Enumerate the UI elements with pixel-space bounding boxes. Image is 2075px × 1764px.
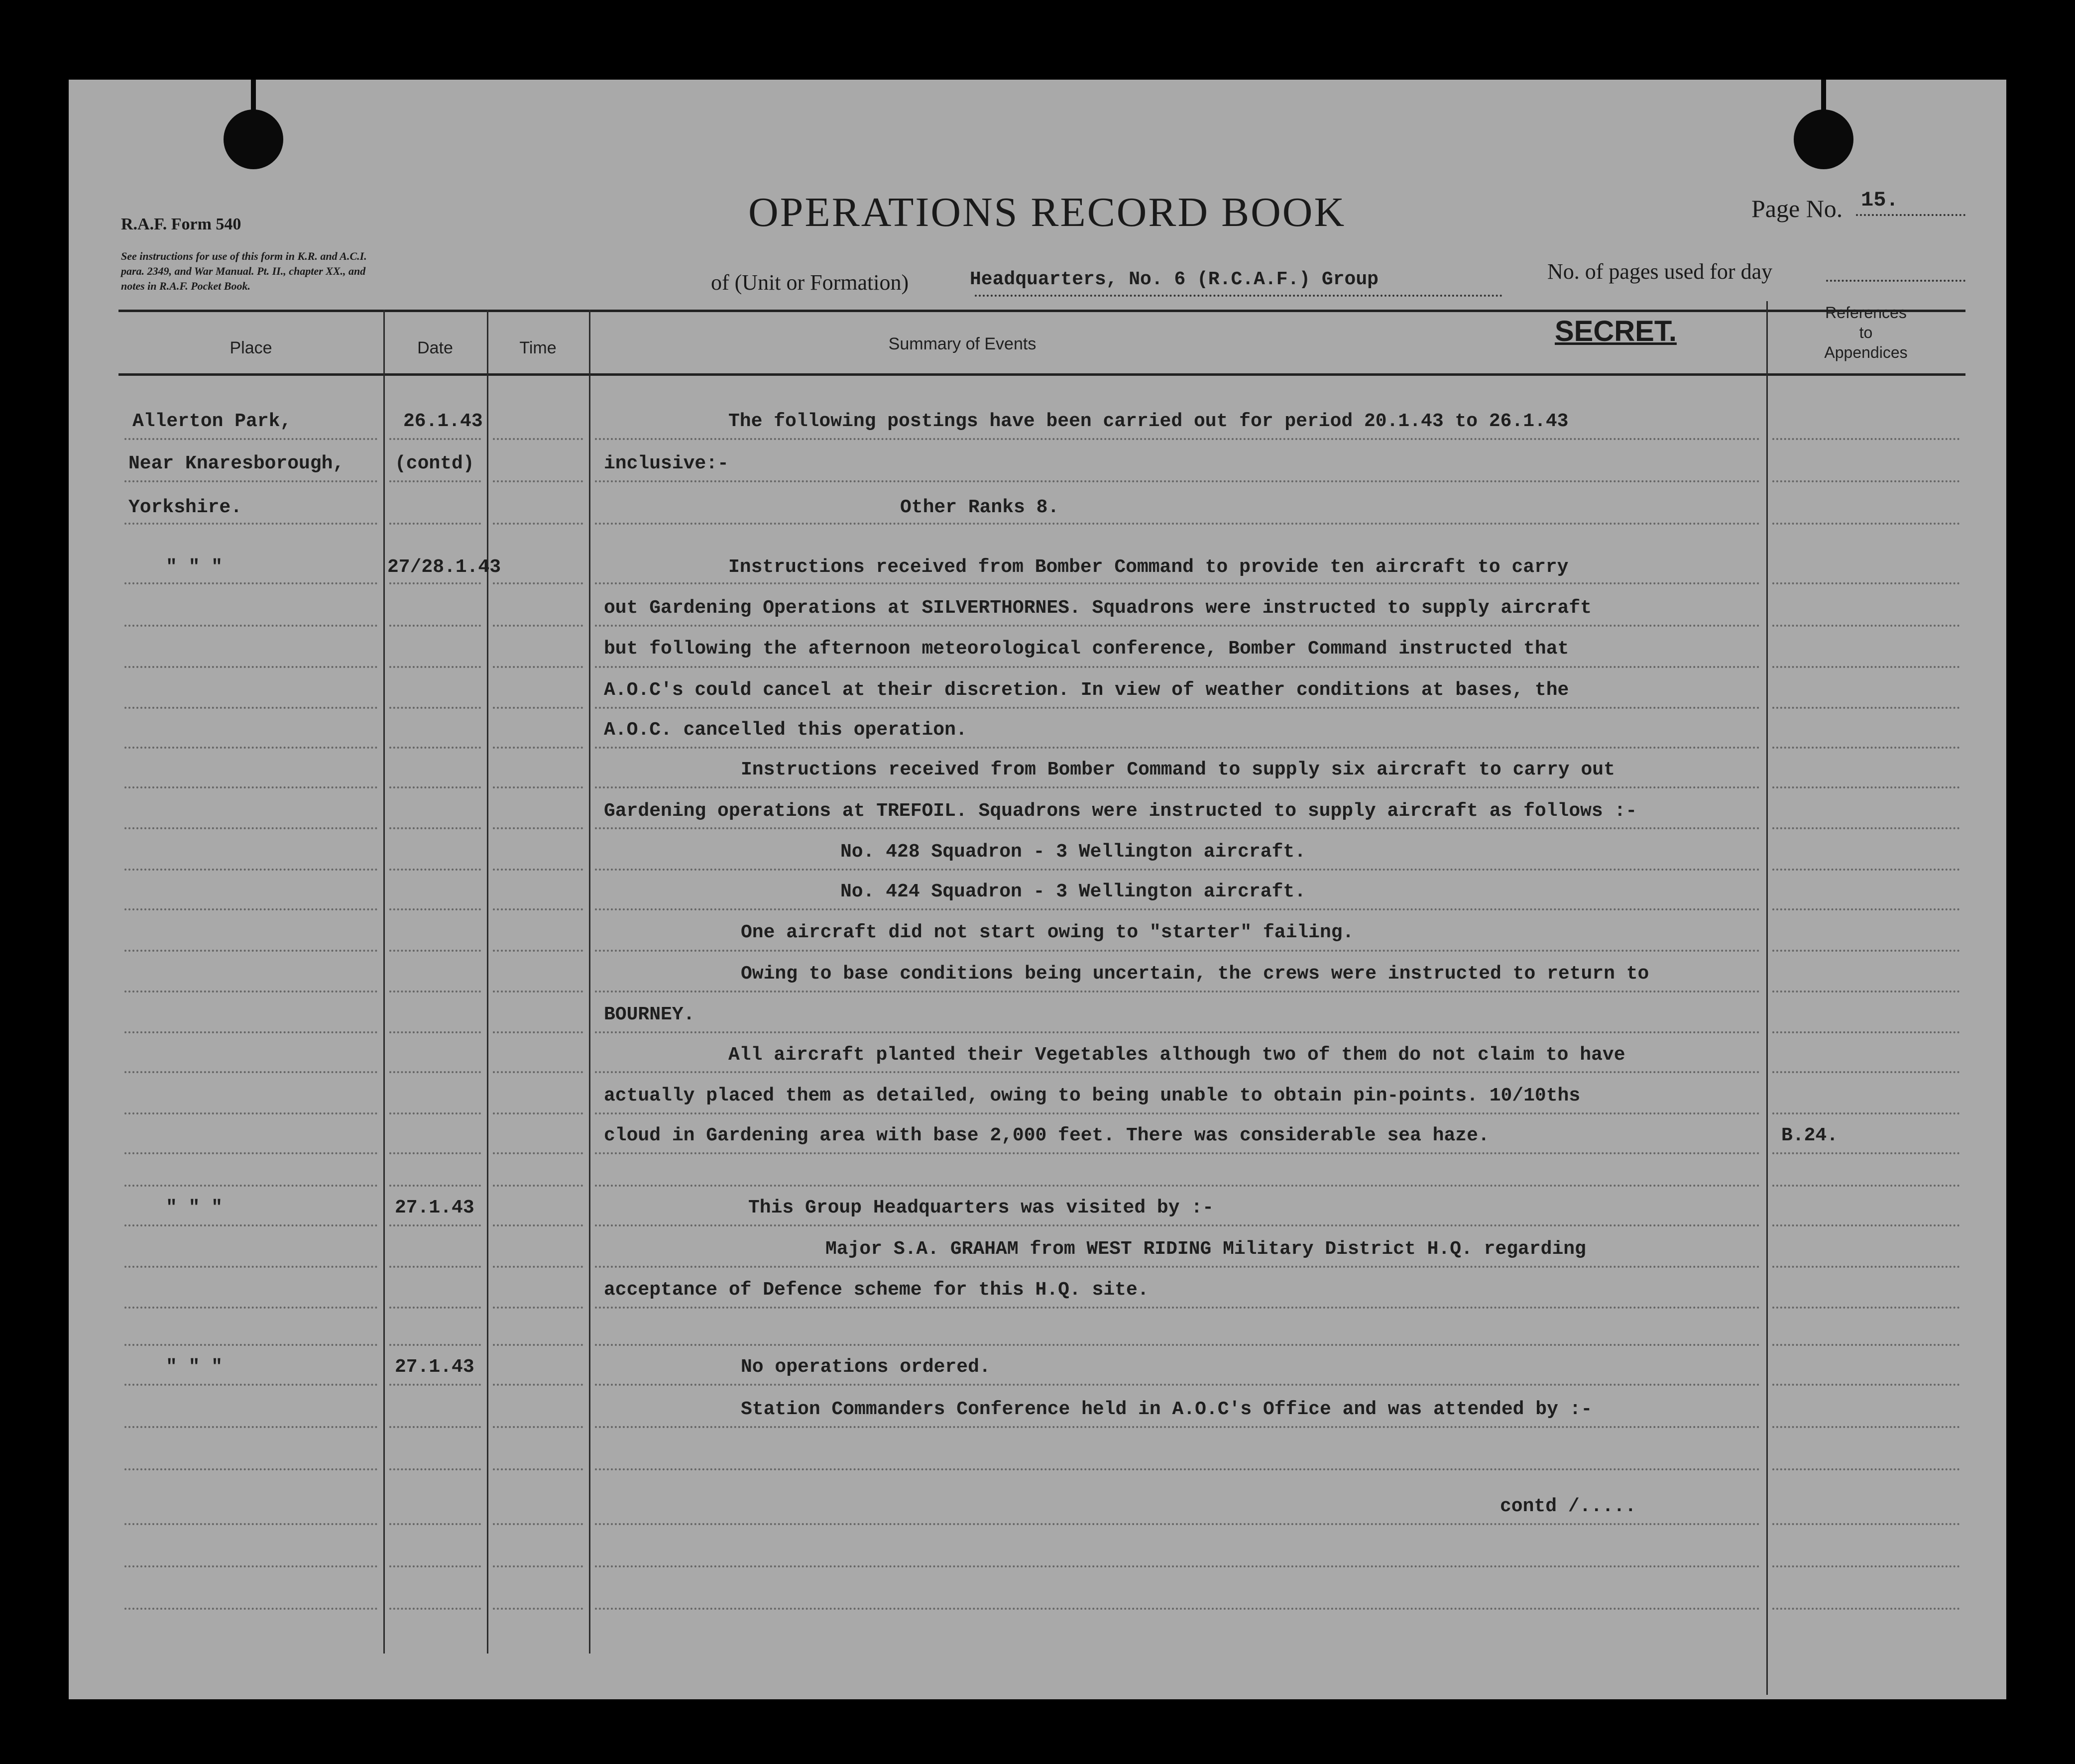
ruled-line (493, 991, 583, 992)
ruled-line (1772, 582, 1960, 584)
ruled-line (493, 950, 583, 952)
ruled-line (595, 1112, 1760, 1114)
ruled-line (1772, 991, 1960, 992)
ruled-line (1772, 1152, 1960, 1154)
column-divider (589, 310, 590, 1654)
ruled-line (389, 480, 481, 482)
record-sheet (69, 80, 2006, 1699)
ruled-line (595, 747, 1760, 749)
references-header-line: Appendices (1824, 343, 1908, 361)
ruled-line (493, 582, 583, 584)
ruled-line (389, 827, 481, 829)
ruled-line (389, 1384, 481, 1386)
form-number: R.A.F. Form 540 (121, 215, 241, 233)
ruled-line (1772, 1344, 1960, 1346)
ruled-line (1772, 666, 1960, 668)
date-cell: 27/28.1.43 (387, 556, 501, 578)
ruled-line (595, 1523, 1760, 1525)
column-header-references (1766, 303, 1965, 362)
ruled-line (124, 1071, 377, 1073)
ruled-line (493, 438, 583, 440)
ruled-line (1772, 480, 1960, 482)
ruled-line (389, 625, 481, 627)
ruled-line (493, 1112, 583, 1114)
summary-line: Station Commanders Conference held in A.O.C's Office and was attended by :- (741, 1399, 1593, 1420)
ruled-line (389, 747, 481, 749)
ruled-line (493, 1344, 583, 1346)
summary-line: Instructions received from Bomber Command to supply six aircraft to carry out (741, 759, 1615, 780)
summary-line: All aircraft planted their Vegetables although two of them do not claim to have (728, 1044, 1625, 1066)
ruled-line (389, 1608, 481, 1610)
ruled-line (595, 1152, 1760, 1154)
ruled-line (493, 707, 583, 709)
ruled-line (124, 950, 377, 952)
ruled-line (595, 582, 1760, 584)
summary-line: A.O.C's could cancel at their discretion. In view of weather conditions at bases, the (604, 679, 1569, 701)
ruled-line (389, 666, 481, 668)
ruled-line (124, 523, 377, 525)
ruled-line (389, 1307, 481, 1309)
ruled-line (493, 625, 583, 627)
ruled-line (1772, 1468, 1960, 1470)
ruled-line (1772, 827, 1960, 829)
references-header-line: References (1825, 304, 1907, 322)
ruled-line (1772, 1307, 1960, 1309)
ruled-line (389, 1523, 481, 1525)
summary-line: out Gardening Operations at SILVERTHORNES. Squadrons were instructed to supply aircraft (604, 597, 1592, 619)
ruled-line (1772, 1565, 1960, 1567)
ruled-line (124, 827, 377, 829)
column-divider (487, 310, 488, 1654)
column-header-place: Place (230, 338, 272, 357)
ruled-line (1772, 1031, 1960, 1033)
ruled-line (493, 1565, 583, 1567)
instruction-line: notes in R.A.F. Pocket Book. (121, 280, 250, 292)
ruled-line (389, 1224, 481, 1226)
ruled-line (389, 582, 481, 584)
ruled-line (389, 950, 481, 952)
place-cell: " " " (166, 1197, 223, 1218)
ruled-line (595, 991, 1760, 992)
ruled-line (124, 1266, 377, 1268)
ruled-line (389, 523, 481, 525)
ruled-line (595, 908, 1760, 910)
page-number: 15. (1861, 188, 1899, 212)
ruled-line (595, 1071, 1760, 1073)
ruled-line (389, 1185, 481, 1187)
summary-line: cloud in Gardening area with base 2,000 feet. There was considerable sea haze. (604, 1125, 1490, 1146)
ruled-line (124, 1185, 377, 1187)
summary-line: Instructions received from Bomber Command to provide ten aircraft to carry (728, 556, 1569, 578)
ruled-line (389, 707, 481, 709)
ruled-line (595, 1266, 1760, 1268)
summary-line: This Group Headquarters was visited by :- (748, 1197, 1214, 1218)
summary-line: BOURNEY. (604, 1004, 695, 1025)
ruled-line (1772, 1523, 1960, 1525)
ruled-line (1772, 625, 1960, 627)
summary-line: Major S.A. GRAHAM from WEST RIDING Military District H.Q. regarding (825, 1238, 1586, 1260)
summary-line: Other Ranks 8. (900, 497, 1059, 518)
ruled-line (493, 747, 583, 749)
ruled-line (389, 1031, 481, 1033)
place-cell: " " " (166, 1356, 223, 1378)
ruled-line (493, 908, 583, 910)
ruled-line (124, 480, 377, 482)
ruled-line (1772, 1071, 1960, 1073)
ruled-line (389, 438, 481, 440)
column-header-date: Date (417, 338, 453, 357)
continued-note: contd /..... (1500, 1496, 1636, 1517)
summary-line: One aircraft did not start owing to "starter" failing. (741, 922, 1354, 943)
ruled-line (1772, 1426, 1960, 1428)
ruled-line (389, 908, 481, 910)
ruled-line (1772, 1266, 1960, 1268)
ruled-line (595, 438, 1760, 440)
ruled-line (389, 786, 481, 788)
ruled-line (1772, 707, 1960, 709)
column-divider (383, 310, 385, 1654)
ruled-line (389, 1468, 481, 1470)
ruled-line (493, 827, 583, 829)
ruled-line (595, 950, 1760, 952)
ruled-line (1772, 786, 1960, 788)
summary-line: Owing to base conditions being uncertain, the crews were instructed to return to (741, 963, 1649, 985)
ruled-line (389, 1071, 481, 1073)
ruled-line (124, 1426, 377, 1428)
ruled-line (124, 1307, 377, 1309)
ruled-line (1772, 1224, 1960, 1226)
ruled-line (493, 1071, 583, 1073)
ruled-line (595, 625, 1760, 627)
form-instructions (121, 249, 367, 294)
summary-line: but following the afternoon meteorological conference, Bomber Command instructed that (604, 638, 1569, 660)
binder-hole-left (224, 110, 283, 169)
ruled-line (595, 1565, 1760, 1567)
ruled-line (124, 1031, 377, 1033)
ruled-line (124, 1468, 377, 1470)
summary-line: The following postings have been carried out for period 20.1.43 to 26.1.43 (728, 411, 1569, 432)
ruled-line (1772, 1112, 1960, 1114)
unit-value: Headquarters, No. 6 (R.C.A.F.) Group (970, 269, 1379, 290)
ruled-line (595, 1608, 1760, 1610)
ruled-line (595, 480, 1760, 482)
ruled-line (124, 707, 377, 709)
ruled-line (389, 1344, 481, 1346)
place-cell: " " " (166, 556, 223, 578)
ruled-line (1772, 869, 1960, 871)
ruled-line (389, 1112, 481, 1114)
ruled-line (124, 625, 377, 627)
ruled-line (389, 991, 481, 992)
ruled-line (493, 523, 583, 525)
date-cell: (contd) (395, 453, 474, 474)
ruled-line (124, 1112, 377, 1114)
ruled-line (389, 1426, 481, 1428)
ruled-line (124, 908, 377, 910)
summary-line: A.O.C. cancelled this operation. (604, 719, 967, 741)
ruled-line (493, 1307, 583, 1309)
instruction-line: See instructions for use of this form in K.R. and A.C.I. (121, 250, 367, 262)
ruled-line (595, 707, 1760, 709)
summary-line: acceptance of Defence scheme for this H.Q. site. (604, 1279, 1149, 1301)
date-cell: 26.1.43 (403, 411, 483, 432)
ruled-line (595, 1185, 1760, 1187)
pages-used-label: No. of pages used for day (1547, 259, 1773, 284)
ruled-line (124, 666, 377, 668)
ruled-line (124, 1152, 377, 1154)
summary-line: No. 424 Squadron - 3 Wellington aircraft. (840, 881, 1306, 902)
ruled-line (493, 1384, 583, 1386)
ruled-line (124, 1523, 377, 1525)
ruled-line (124, 1608, 377, 1610)
ruled-line (389, 869, 481, 871)
ruled-line (389, 1266, 481, 1268)
instruction-line: para. 2349, and War Manual. Pt. II., chapter XX., and (121, 265, 366, 277)
ruled-line (1772, 1185, 1960, 1187)
ruled-line (595, 1344, 1760, 1346)
header-bottom-border (118, 373, 1965, 376)
ruled-line (595, 1468, 1760, 1470)
ruled-line (595, 1384, 1760, 1386)
ruled-line (595, 666, 1760, 668)
ruled-line (1772, 1608, 1960, 1610)
column-divider (1766, 301, 1768, 1695)
ruled-line (595, 1426, 1760, 1428)
ruled-line (493, 1185, 583, 1187)
ruled-line (595, 1224, 1760, 1226)
column-header-time: Time (519, 338, 557, 357)
ruled-line (493, 869, 583, 871)
ruled-line (124, 1224, 377, 1226)
date-cell: 27.1.43 (395, 1197, 474, 1218)
ruled-line (124, 747, 377, 749)
ruled-line (493, 1523, 583, 1525)
place-cell: Allerton Park, (132, 411, 292, 432)
ruled-line (493, 1426, 583, 1428)
ruled-line (493, 1608, 583, 1610)
ruled-line (124, 991, 377, 992)
ruled-line (1772, 950, 1960, 952)
ruled-line (124, 869, 377, 871)
ruled-line (1772, 747, 1960, 749)
ruled-line (124, 786, 377, 788)
page-title: OPERATIONS RECORD BOOK (748, 189, 1346, 235)
ruled-line (595, 786, 1760, 788)
ruled-line (1772, 523, 1960, 525)
ruled-line (1772, 438, 1960, 440)
summary-line: actually placed them as detailed, owing to being unable to obtain pin-points. 10/10ths (604, 1085, 1581, 1106)
ruled-line (389, 1152, 481, 1154)
classification-stamp: SECRET. (1555, 315, 1677, 347)
ruled-line (124, 1565, 377, 1567)
summary-line: Gardening operations at TREFOIL. Squadrons were instructed to supply aircraft as follows :- (604, 800, 1637, 822)
summary-line: inclusive:- (604, 453, 729, 474)
unit-label: of (Unit or Formation) (711, 270, 909, 295)
ruled-line (389, 1565, 481, 1567)
ruled-line (493, 1266, 583, 1268)
ruled-line (493, 1031, 583, 1033)
place-cell: Yorkshire. (128, 497, 242, 518)
ruled-line (595, 1307, 1760, 1309)
ruled-line (1772, 1384, 1960, 1386)
column-header-summary: Summary of Events (888, 334, 1037, 353)
ruled-line (595, 523, 1760, 525)
summary-line: No operations ordered. (741, 1356, 991, 1378)
date-cell: 27.1.43 (395, 1356, 474, 1378)
table-top-border (118, 310, 1965, 312)
page-number-label: Page No. (1751, 195, 1843, 222)
ruled-line (1772, 908, 1960, 910)
ruled-line (493, 1468, 583, 1470)
ruled-line (493, 786, 583, 788)
ruled-line (493, 1224, 583, 1226)
ruled-line (595, 827, 1760, 829)
appendix-reference: B.24. (1781, 1125, 1839, 1146)
binder-hole-right (1794, 110, 1853, 169)
ruled-line (493, 666, 583, 668)
ruled-line (124, 1384, 377, 1386)
ruled-line (124, 1344, 377, 1346)
ruled-line (493, 1152, 583, 1154)
summary-line: No. 428 Squadron - 3 Wellington aircraft. (840, 841, 1306, 863)
place-cell: Near Knaresborough, (128, 453, 345, 474)
references-header-line: to (1859, 324, 1873, 341)
ruled-line (124, 438, 377, 440)
ruled-line (493, 480, 583, 482)
ruled-line (124, 582, 377, 584)
ruled-line (595, 1031, 1760, 1033)
ruled-line (595, 869, 1760, 871)
